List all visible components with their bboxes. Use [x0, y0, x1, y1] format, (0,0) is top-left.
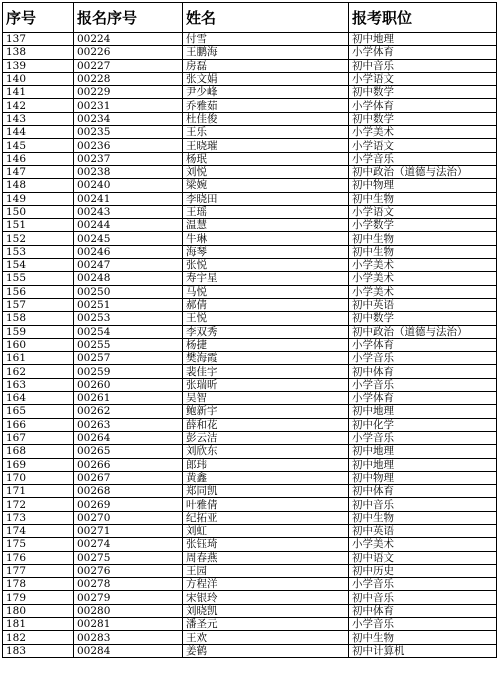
cell-position: 初中地理: [349, 458, 497, 471]
cell-name: 樊海霞: [183, 352, 349, 365]
table-row: [3, 112, 497, 125]
cell-seq: 140: [3, 72, 74, 85]
cell-reg-no: 00224: [74, 33, 183, 46]
cell-reg-no: 00250: [74, 285, 183, 298]
cell-reg-no: 00226: [74, 46, 183, 59]
cell-seq: 151: [3, 219, 74, 232]
cell-name: 王瑶: [183, 205, 349, 218]
cell-reg-no: 00246: [74, 245, 183, 258]
cell-reg-no: 00271: [74, 524, 183, 537]
cell-seq: 142: [3, 99, 74, 112]
cell-position: 初中政治（道德与法治）: [349, 165, 497, 178]
table-row: [3, 352, 497, 365]
table-row: [3, 631, 497, 644]
cell-seq: 153: [3, 245, 74, 258]
cell-position: 小学语文: [349, 205, 497, 218]
cell-position: 初中数学: [349, 112, 497, 125]
cell-position: 初中英语: [349, 524, 497, 537]
cell-name: 刘欣东: [183, 445, 349, 458]
table-row: [3, 325, 497, 338]
cell-position: 初中历史: [349, 564, 497, 577]
table-row: [3, 152, 497, 165]
cell-position: 初中数学: [349, 312, 497, 325]
table-row: [3, 591, 497, 604]
cell-position: 小学美术: [349, 259, 497, 272]
cell-reg-no: 00240: [74, 179, 183, 192]
cell-reg-no: 00244: [74, 219, 183, 232]
cell-seq: 154: [3, 259, 74, 272]
cell-position: 初中体育: [349, 365, 497, 378]
cell-name: 张瑞昕: [183, 378, 349, 391]
table-row: [3, 538, 497, 551]
cell-position: 小学数学: [349, 219, 497, 232]
cell-position: 初中物理: [349, 179, 497, 192]
cell-position: 小学美术: [349, 272, 497, 285]
cell-reg-no: 00228: [74, 72, 183, 85]
cell-position: 初中地理: [349, 33, 497, 46]
table-row: [3, 139, 497, 152]
cell-reg-no: 00241: [74, 192, 183, 205]
table-row: [3, 312, 497, 325]
cell-seq: 169: [3, 458, 74, 471]
cell-position: 初中地理: [349, 445, 497, 458]
table-row: [3, 618, 497, 631]
cell-name: 房磊: [183, 59, 349, 72]
table-row: [3, 298, 497, 311]
table-header: [3, 3, 497, 33]
cell-seq: 160: [3, 338, 74, 351]
cell-seq: 144: [3, 126, 74, 139]
cell-reg-no: 00235: [74, 126, 183, 139]
table-row: [3, 33, 497, 46]
cell-position: 小学体育: [349, 392, 497, 405]
cell-reg-no: 00229: [74, 86, 183, 99]
cell-position: 小学音乐: [349, 431, 497, 444]
cell-seq: 152: [3, 232, 74, 245]
cell-name: 付雪: [183, 33, 349, 46]
cell-name: 郝倩: [183, 298, 349, 311]
cell-position: 小学语文: [349, 139, 497, 152]
cell-reg-no: 00265: [74, 445, 183, 458]
cell-reg-no: 00284: [74, 644, 183, 657]
cell-seq: 161: [3, 352, 74, 365]
cell-seq: 165: [3, 405, 74, 418]
cell-position: 初中物理: [349, 471, 497, 484]
cell-position: 小学美术: [349, 285, 497, 298]
cell-reg-no: 00259: [74, 365, 183, 378]
cell-seq: 167: [3, 431, 74, 444]
cell-seq: 178: [3, 578, 74, 591]
cell-name: 杨珉: [183, 152, 349, 165]
cell-name: 鲍新宇: [183, 405, 349, 418]
cell-seq: 143: [3, 112, 74, 125]
cell-name: 王悦: [183, 312, 349, 325]
table-row: [3, 126, 497, 139]
cell-name: 寿宇星: [183, 272, 349, 285]
cell-name: 海琴: [183, 245, 349, 258]
cell-seq: 149: [3, 192, 74, 205]
cell-name: 马悦: [183, 285, 349, 298]
cell-name: 纪拓亚: [183, 511, 349, 524]
header-name: 姓名: [183, 3, 349, 33]
table-row: [3, 524, 497, 537]
cell-name: 王园: [183, 564, 349, 577]
cell-name: 刘虹: [183, 524, 349, 537]
cell-name: 李双秀: [183, 325, 349, 338]
cell-reg-no: 00280: [74, 604, 183, 617]
cell-reg-no: 00237: [74, 152, 183, 165]
table-row: [3, 245, 497, 258]
cell-reg-no: 00264: [74, 431, 183, 444]
cell-seq: 164: [3, 392, 74, 405]
cell-reg-no: 00257: [74, 352, 183, 365]
cell-seq: 141: [3, 86, 74, 99]
cell-name: 温慧: [183, 219, 349, 232]
cell-seq: 176: [3, 551, 74, 564]
table-row: [3, 72, 497, 85]
cell-name: 王晓璀: [183, 139, 349, 152]
cell-seq: 139: [3, 59, 74, 72]
cell-name: 薛和花: [183, 418, 349, 431]
cell-reg-no: 00275: [74, 551, 183, 564]
table-row: [3, 418, 497, 431]
cell-seq: 170: [3, 471, 74, 484]
cell-reg-no: 00243: [74, 205, 183, 218]
table-row: [3, 564, 497, 577]
cell-name: 张钰琦: [183, 538, 349, 551]
table-row: [3, 458, 497, 471]
cell-reg-no: 00276: [74, 564, 183, 577]
cell-seq: 158: [3, 312, 74, 325]
cell-reg-no: 00231: [74, 99, 183, 112]
table-row: [3, 46, 497, 59]
cell-reg-no: 00278: [74, 578, 183, 591]
cell-position: 小学音乐: [349, 352, 497, 365]
cell-reg-no: 00270: [74, 511, 183, 524]
table-row: [3, 644, 497, 657]
table-row: [3, 405, 497, 418]
cell-reg-no: 00245: [74, 232, 183, 245]
cell-name: 梁婉: [183, 179, 349, 192]
cell-seq: 138: [3, 46, 74, 59]
cell-seq: 183: [3, 644, 74, 657]
cell-name: 吴智: [183, 392, 349, 405]
cell-seq: 148: [3, 179, 74, 192]
table-row: [3, 272, 497, 285]
table-row: [3, 86, 497, 99]
table-row: [3, 192, 497, 205]
table-row: [3, 99, 497, 112]
table-body: [3, 33, 497, 658]
cell-name: 郑同凯: [183, 485, 349, 498]
cell-seq: 182: [3, 631, 74, 644]
cell-reg-no: 00248: [74, 272, 183, 285]
cell-position: 初中英语: [349, 298, 497, 311]
cell-name: 郎玮: [183, 458, 349, 471]
cell-reg-no: 00227: [74, 59, 183, 72]
table-row: [3, 431, 497, 444]
cell-seq: 168: [3, 445, 74, 458]
cell-reg-no: 00266: [74, 458, 183, 471]
cell-name: 叶雅倩: [183, 498, 349, 511]
cell-position: 初中体育: [349, 604, 497, 617]
header-row: [3, 3, 497, 33]
cell-name: 黄鑫: [183, 471, 349, 484]
cell-name: 宋银玲: [183, 591, 349, 604]
cell-name: 裴佳宇: [183, 365, 349, 378]
table-row: [3, 365, 497, 378]
cell-seq: 181: [3, 618, 74, 631]
cell-reg-no: 00269: [74, 498, 183, 511]
cell-seq: 146: [3, 152, 74, 165]
table-row: [3, 165, 497, 178]
cell-position: 小学体育: [349, 338, 497, 351]
cell-reg-no: 00253: [74, 312, 183, 325]
table-row: [3, 232, 497, 245]
cell-seq: 172: [3, 498, 74, 511]
cell-name: 潘圣元: [183, 618, 349, 631]
table-row: [3, 338, 497, 351]
table-row: [3, 578, 497, 591]
table-row: [3, 378, 497, 391]
table-row: [3, 604, 497, 617]
cell-seq: 166: [3, 418, 74, 431]
cell-seq: 177: [3, 564, 74, 577]
table-row: [3, 285, 497, 298]
cell-reg-no: 00247: [74, 259, 183, 272]
header-position: 报考职位: [349, 3, 497, 33]
cell-name: 周春燕: [183, 551, 349, 564]
table-row: [3, 511, 497, 524]
cell-seq: 163: [3, 378, 74, 391]
cell-name: 张文娟: [183, 72, 349, 85]
cell-seq: 179: [3, 591, 74, 604]
cell-position: 小学美术: [349, 538, 497, 551]
cell-name: 刘悦: [183, 165, 349, 178]
cell-reg-no: 00283: [74, 631, 183, 644]
table-row: [3, 471, 497, 484]
cell-name: 杨捷: [183, 338, 349, 351]
header-seq: 序号: [3, 3, 74, 33]
cell-position: 初中生物: [349, 631, 497, 644]
cell-position: 小学音乐: [349, 578, 497, 591]
cell-name: 姜鹤: [183, 644, 349, 657]
cell-position: 初中地理: [349, 405, 497, 418]
cell-seq: 156: [3, 285, 74, 298]
cell-reg-no: 00254: [74, 325, 183, 338]
cell-name: 王乐: [183, 126, 349, 139]
cell-name: 杜佳俊: [183, 112, 349, 125]
cell-reg-no: 00262: [74, 405, 183, 418]
cell-seq: 173: [3, 511, 74, 524]
table-row: [3, 485, 497, 498]
cell-reg-no: 00251: [74, 298, 183, 311]
cell-name: 彭云洁: [183, 431, 349, 444]
cell-position: 小学语文: [349, 72, 497, 85]
cell-reg-no: 00263: [74, 418, 183, 431]
cell-name: 尹少峰: [183, 86, 349, 99]
cell-seq: 174: [3, 524, 74, 537]
cell-reg-no: 00281: [74, 618, 183, 631]
cell-reg-no: 00261: [74, 392, 183, 405]
cell-position: 小学音乐: [349, 618, 497, 631]
cell-name: 方程洋: [183, 578, 349, 591]
cell-position: 初中生物: [349, 232, 497, 245]
table-row: [3, 551, 497, 564]
cell-position: 初中生物: [349, 511, 497, 524]
cell-seq: 145: [3, 139, 74, 152]
cell-seq: 157: [3, 298, 74, 311]
cell-seq: 159: [3, 325, 74, 338]
cell-reg-no: 00238: [74, 165, 183, 178]
cell-seq: 171: [3, 485, 74, 498]
cell-reg-no: 00234: [74, 112, 183, 125]
table-row: [3, 259, 497, 272]
cell-seq: 150: [3, 205, 74, 218]
cell-name: 乔雅茹: [183, 99, 349, 112]
cell-position: 初中音乐: [349, 591, 497, 604]
cell-position: 小学体育: [349, 46, 497, 59]
cell-position: 初中生物: [349, 192, 497, 205]
table-row: [3, 392, 497, 405]
cell-name: 王鹏海: [183, 46, 349, 59]
cell-position: 初中生物: [349, 245, 497, 258]
cell-position: 初中政治（道德与法治）: [349, 325, 497, 338]
cell-position: 初中体育: [349, 485, 497, 498]
cell-reg-no: 00268: [74, 485, 183, 498]
cell-position: 初中音乐: [349, 59, 497, 72]
cell-name: 牛琳: [183, 232, 349, 245]
table-row: [3, 59, 497, 72]
cell-position: 初中语文: [349, 551, 497, 564]
table-row: [3, 179, 497, 192]
cell-position: 初中计算机: [349, 644, 497, 657]
cell-position: 小学音乐: [349, 152, 497, 165]
cell-reg-no: 00267: [74, 471, 183, 484]
cell-reg-no: 00279: [74, 591, 183, 604]
cell-name: 刘晓凯: [183, 604, 349, 617]
cell-seq: 147: [3, 165, 74, 178]
cell-name: 李晓田: [183, 192, 349, 205]
cell-position: 小学美术: [349, 126, 497, 139]
cell-reg-no: 00274: [74, 538, 183, 551]
cell-seq: 162: [3, 365, 74, 378]
cell-position: 小学体育: [349, 99, 497, 112]
cell-seq: 175: [3, 538, 74, 551]
table-row: [3, 445, 497, 458]
table-row: [3, 498, 497, 511]
cell-name: 王欢: [183, 631, 349, 644]
cell-position: 初中音乐: [349, 498, 497, 511]
cell-reg-no: 00255: [74, 338, 183, 351]
candidate-table: [2, 2, 497, 658]
cell-position: 初中数学: [349, 86, 497, 99]
cell-reg-no: 00236: [74, 139, 183, 152]
cell-seq: 137: [3, 33, 74, 46]
header-reg-no: 报名序号: [74, 3, 183, 33]
cell-position: 小学音乐: [349, 378, 497, 391]
cell-seq: 155: [3, 272, 74, 285]
cell-position: 初中化学: [349, 418, 497, 431]
cell-seq: 180: [3, 604, 74, 617]
table-row: [3, 219, 497, 232]
cell-reg-no: 00260: [74, 378, 183, 391]
table-row: [3, 205, 497, 218]
cell-name: 张悦: [183, 259, 349, 272]
